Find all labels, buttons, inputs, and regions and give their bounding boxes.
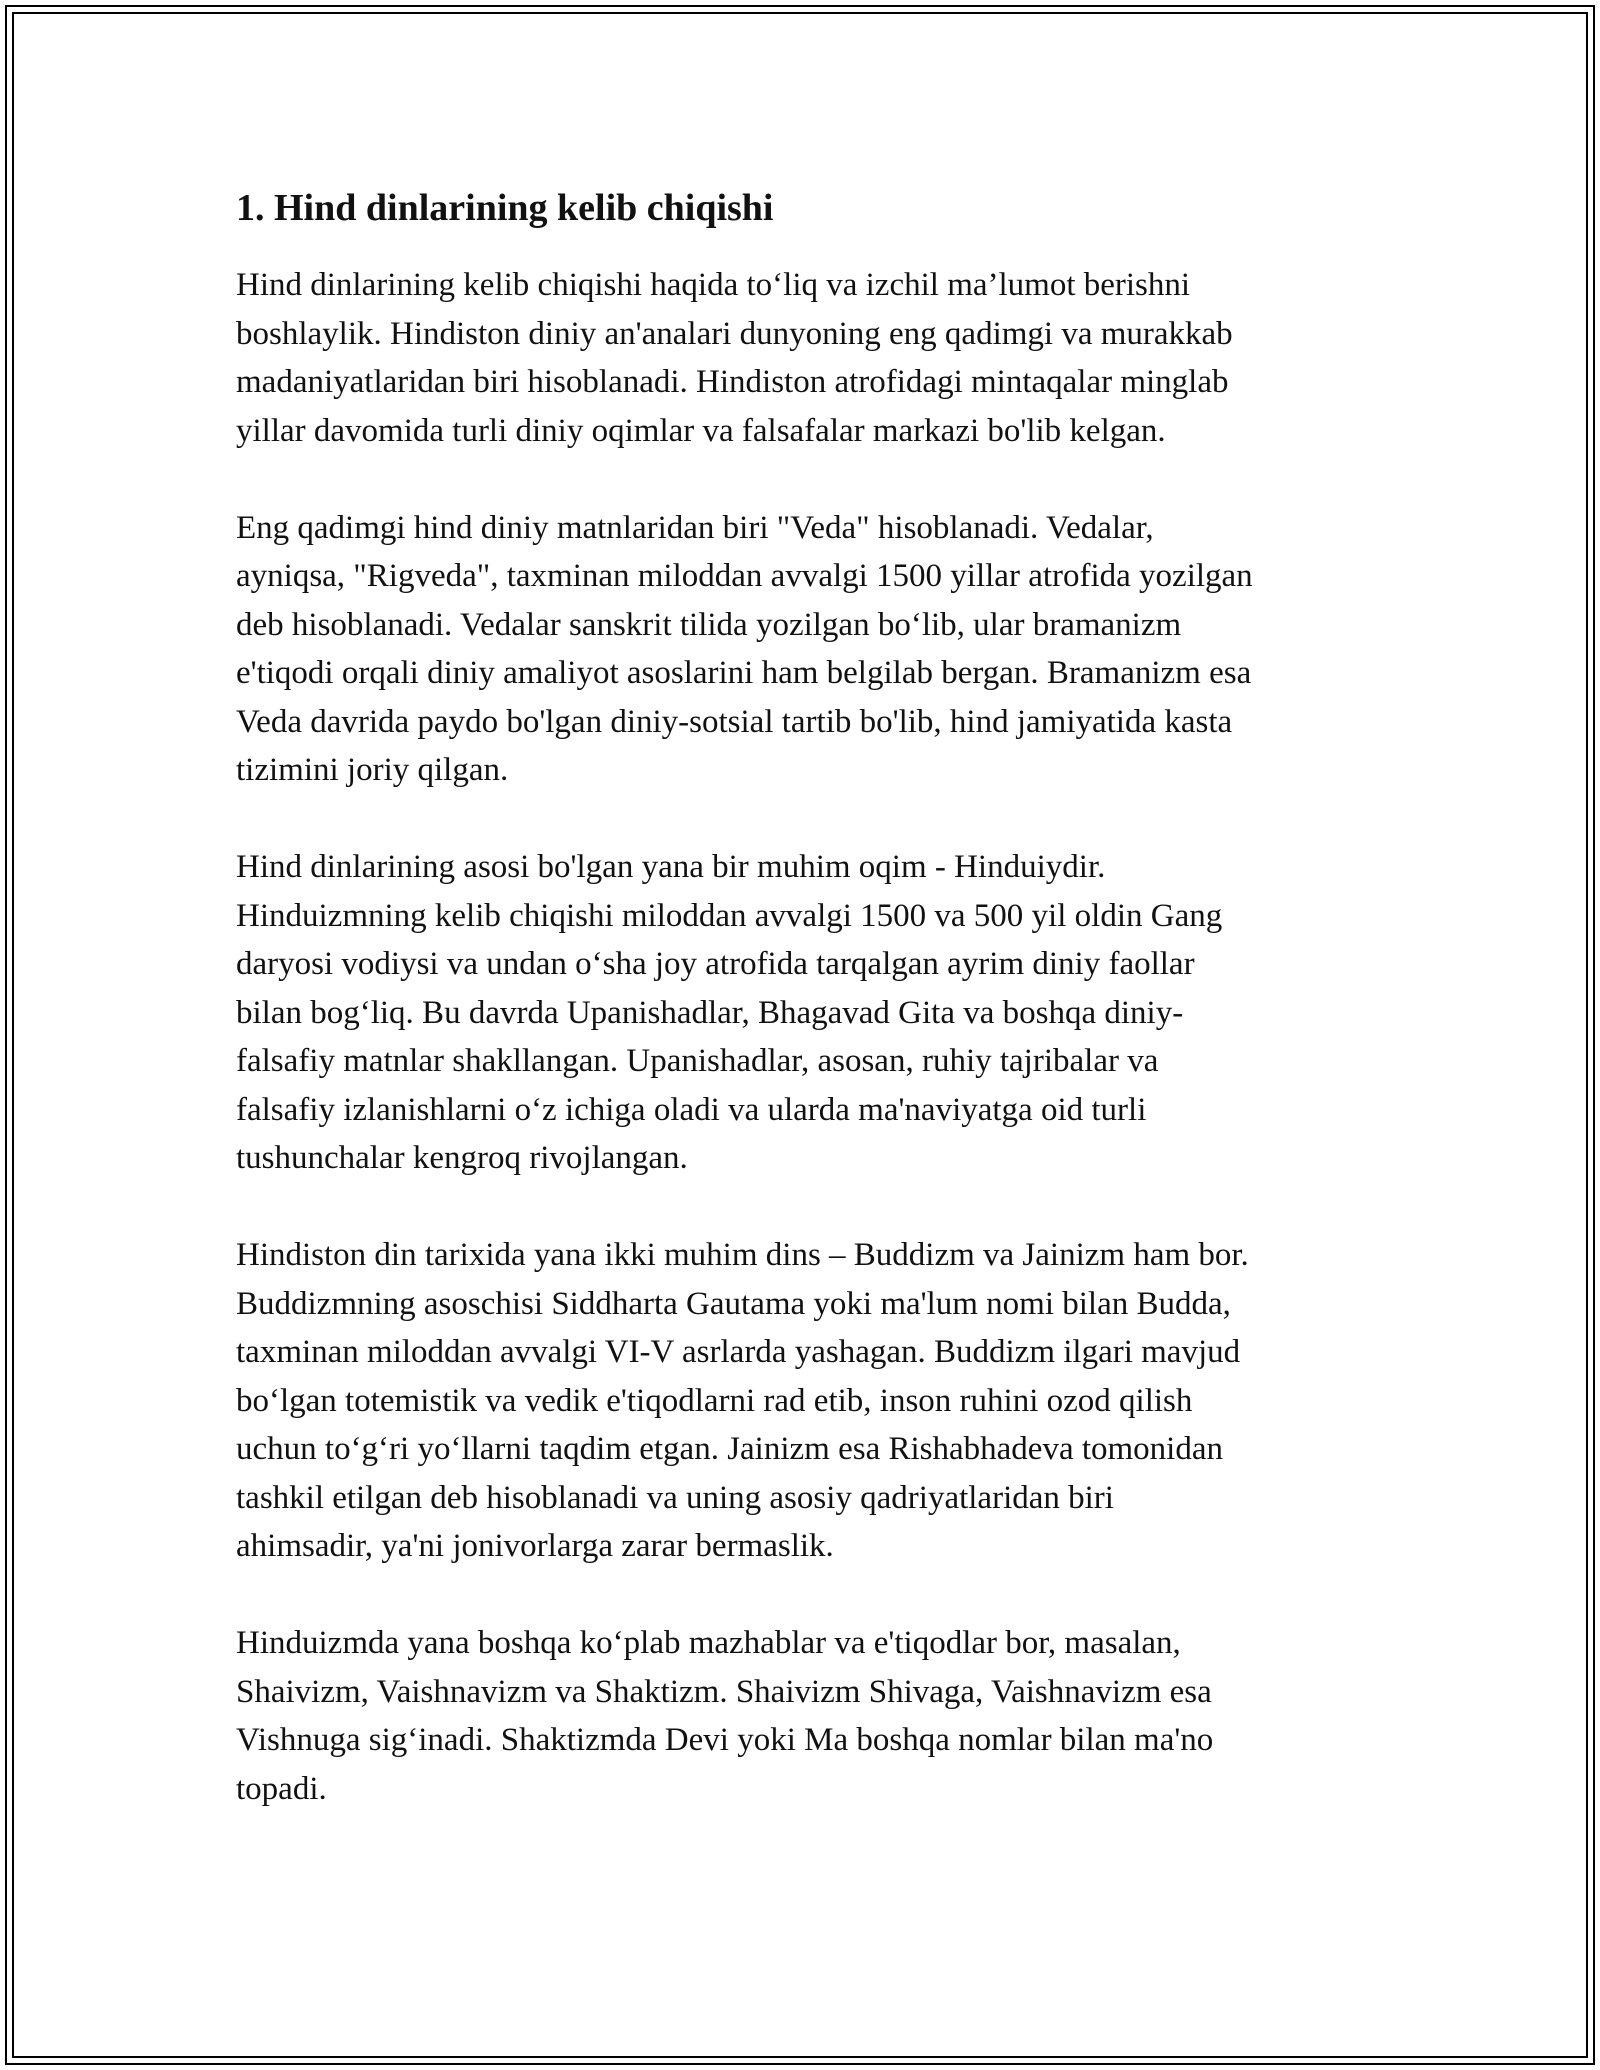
paragraph-hinduism: Hind dinlarining asosi bo'lgan yana bir muhim oqim - Hinduiydir. Hinduizmning kelib chiqishi miloddan avvalgi 1500 va 500 yil oldin Gang daryosi vodiysi va undan o‘sha joy atrofida tarqalgan ayrim diniy faollar bilan bog‘liq. Bu davrda Upanishadlar, Bhagavad Gita va boshqa diniy- falsafiy matnlar shakllangan. Upanishadlar, asosan, ruhiy tajribalar va falsafiy izlanishlarni o‘z ichiga oladi va ularda ma'naviyatga oid turli tushunchalar kengroq rivojlangan. (236, 849, 1223, 1176)
paragraph-sects: Hinduizmda yana boshqa ko‘plab mazhablar va e'tiqodlar bor, masalan, Shaivizm, Vaishnavizm va Shaktizm. Shaivizm Shivaga, Vaishnavizm esa Vishnuga sig‘inadi. Shaktizmda Devi yoki Ma boshqa nomlar bilan ma'no topadi. (236, 1625, 1214, 1807)
section-heading: 1. Hind dinlarining kelib chiqishi (236, 187, 774, 229)
paragraph-buddhism-jainism: Hindiston din tarixida yana ikki muhim dins – Buddizm va Jainizm ham bor. Buddizmning asoschisi Siddharta Gautama yoki ma'lum nomi bilan Budda, taxminan miloddan avvalgi VI-V asrlarda yashagan. Buddizm ilgari mavjud bo‘lgan totemistik va vedik e'tiqodlarni rad etib, inson ruhini ozod qilish uchun to‘g‘ri yo‘llarni taqdim etgan. Jainizm esa Rishabhadeva tomonidan tashkil etilgan deb hisoblanadi va uning asosiy qadriyatlaridan biri ahimsadir, ya'ni jonivorlarga zarar bermaslik. (236, 1237, 1249, 1564)
paragraph-veda: Eng qadimgi hind diniy matnlaridan biri "Veda" hisoblanadi. Vedalar, ayniqsa, "Rigveda", taxminan miloddan avvalgi 1500 yillar atrofida yozilgan deb hisoblanadi. Vedalar sanskrit tilida yozilgan bo‘lib, ular bramanizm e'tiqodi orqali diniy amaliyot asoslarini ham belgilab bergan. Bramanizm esa Veda davrida paydo bo'lgan diniy-sotsial tartib bo'lib, hind jamiyatida kasta tizimini joriy qilgan. (236, 509, 1253, 788)
paragraph-intro: Hind dinlarining kelib chiqishi haqida to‘liq va izchil ma’lumot berishni boshlaylik. Hindiston diniy an'analari dunyoning eng qadimgi va murakkab madaniyatlaridan biri hisoblanadi. Hindiston atrofidagi mintaqalar minglab yillar davomida turli diniy oqimlar va falsafalar markazi bo'lib kelgan. (236, 267, 1233, 449)
document-body (236, 183, 1376, 1813)
